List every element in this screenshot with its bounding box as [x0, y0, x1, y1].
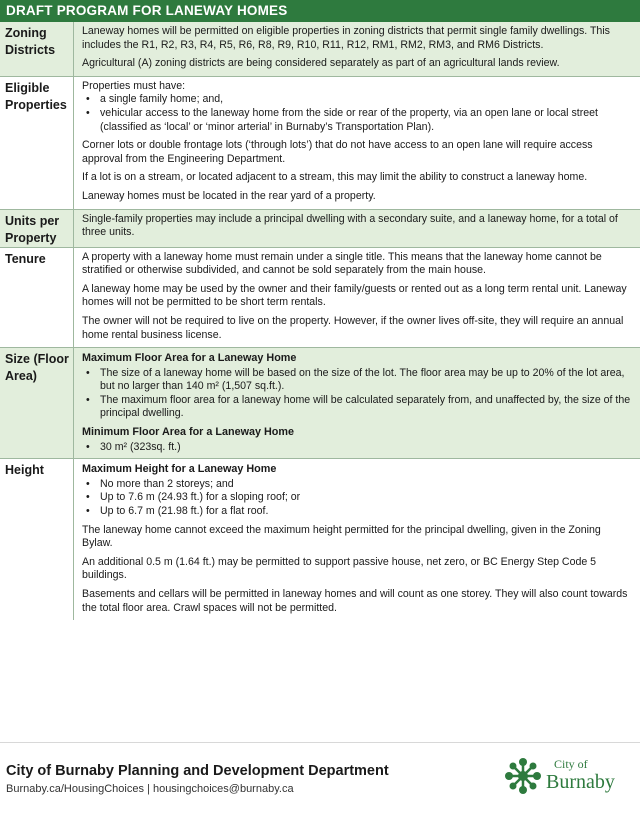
- paragraph: The owner will not be required to live on the property. However, if the owner lives off-site, they will require an annual home rental business license.: [82, 314, 624, 341]
- paragraph: An additional 0.5 m (1.64 ft.) may be permitted to support passive house, net zero, or BC Energy Step Code 5 buildings.: [82, 555, 597, 582]
- paragraph: The laneway home cannot exceed the maximum height permitted for the principal dwelling, given in the Zoning Bylaw.: [82, 523, 601, 550]
- row-label: Size (Floor Area): [0, 348, 74, 458]
- row-height: [0, 459, 640, 620]
- list-item: • Up to 6.7 m (21.98 ft.) for a flat roof.: [82, 505, 634, 519]
- paragraph: Single-family properties may include a principal dwelling with a secondary suite, and a laneway home, for a total of three units.: [82, 212, 618, 239]
- list-item: • a single family home; and,: [82, 93, 634, 107]
- contact-links[interactable]: Burnaby.ca/HousingChoices | housingchoices@burnaby.ca: [6, 783, 294, 795]
- row-content: [74, 210, 640, 247]
- paragraph: Basements and cellars will be permitted in laneway homes and will count as one storey. They will also count towards the total floor area. Crawl spaces will not be permitted.: [82, 588, 628, 614]
- row-size: [0, 348, 640, 459]
- list-item: • No more than 2 storeys; and: [82, 478, 634, 492]
- row-content: [74, 22, 640, 76]
- footer: [0, 742, 640, 817]
- bullet-list: [82, 367, 634, 421]
- paragraph: Properties must have:: [82, 79, 186, 92]
- department-name: City of Burnaby Planning and Development Department: [6, 763, 389, 779]
- row-label: Height: [0, 459, 74, 620]
- program-table: [0, 22, 640, 620]
- paragraph: Laneway homes will be permitted on eligible properties in zoning districts that permit single family dwellings. This includes the R1, R2, R3, R4, R5, R6, R8, R9, R10, R11, R12, RM1, RM2, RM3, and RM6 Districts.: [82, 25, 610, 51]
- city-logo: [502, 753, 622, 803]
- paragraph: A property with a laneway home must remain under a single title. This means that the laneway home cannot be stratified or otherwise subdivided, and cannot be sold separately from the main house.: [82, 250, 602, 277]
- snowflake-tree-icon: [502, 755, 544, 797]
- subheading: Maximum Height for a Laneway Home: [82, 463, 277, 476]
- row-zoning-districts: [0, 22, 640, 77]
- paragraph: Corner lots or double frontage lots (‘through lots’) that do not have access to an open lane will require access approval from the Engineering Department.: [82, 139, 593, 165]
- paragraph: Agricultural (A) zoning districts are being considered separately as part of an agricultural lands review.: [82, 57, 560, 70]
- row-label: Units per Property: [0, 210, 74, 247]
- logo-name-text: Burnaby: [546, 771, 615, 793]
- bullet-list: [82, 93, 634, 134]
- document-title: DRAFT PROGRAM FOR LANEWAY HOMES: [0, 0, 640, 22]
- row-content: [74, 77, 640, 209]
- paragraph: If a lot is on a stream, or located adjacent to a stream, this may limit the ability to construct a laneway home.: [82, 171, 588, 184]
- subheading: Minimum Floor Area for a Laneway Home: [82, 426, 294, 439]
- row-label: Tenure: [0, 248, 74, 348]
- row-units-per-property: [0, 210, 640, 248]
- list-item: • 30 m² (323sq. ft.): [82, 441, 634, 455]
- row-eligible-properties: [0, 77, 640, 210]
- bullet-list: [82, 478, 634, 519]
- paragraph: A laneway home may be used by the owner and their family/guests or rented out as a long term rental unit. Laneway homes will not be permitted to be short term rentals.: [82, 282, 627, 309]
- paragraph: Laneway homes must be located in the rear yard of a property.: [82, 189, 376, 202]
- row-content: [74, 459, 640, 620]
- row-label: Eligible Properties: [0, 77, 74, 209]
- logo-city-text: City of: [554, 757, 588, 771]
- row-tenure: [0, 248, 640, 349]
- subheading: Maximum Floor Area for a Laneway Home: [82, 352, 297, 365]
- row-content: [74, 248, 640, 348]
- list-item: • vehicular access to the laneway home from the side or rear of the property, via an open lane or local street (classified as ‘local’ or ‘minor arterial’ in Burnaby’s Transportation Plan).: [82, 107, 634, 134]
- row-label: Zoning Districts: [0, 22, 74, 76]
- list-item: • Up to 7.6 m (24.93 ft.) for a sloping roof; or: [82, 491, 634, 505]
- list-item: • The size of a laneway home will be based on the size of the lot. The floor area may be up to 20% of the lot area, but no larger than 140 m² (1,507 sq.ft.).: [82, 367, 634, 394]
- list-item: • The maximum floor area for a laneway home will be calculated separately from, and unaffected by, the size of the principal dwelling.: [82, 394, 634, 421]
- row-content: [74, 348, 640, 458]
- bullet-list: [82, 441, 634, 455]
